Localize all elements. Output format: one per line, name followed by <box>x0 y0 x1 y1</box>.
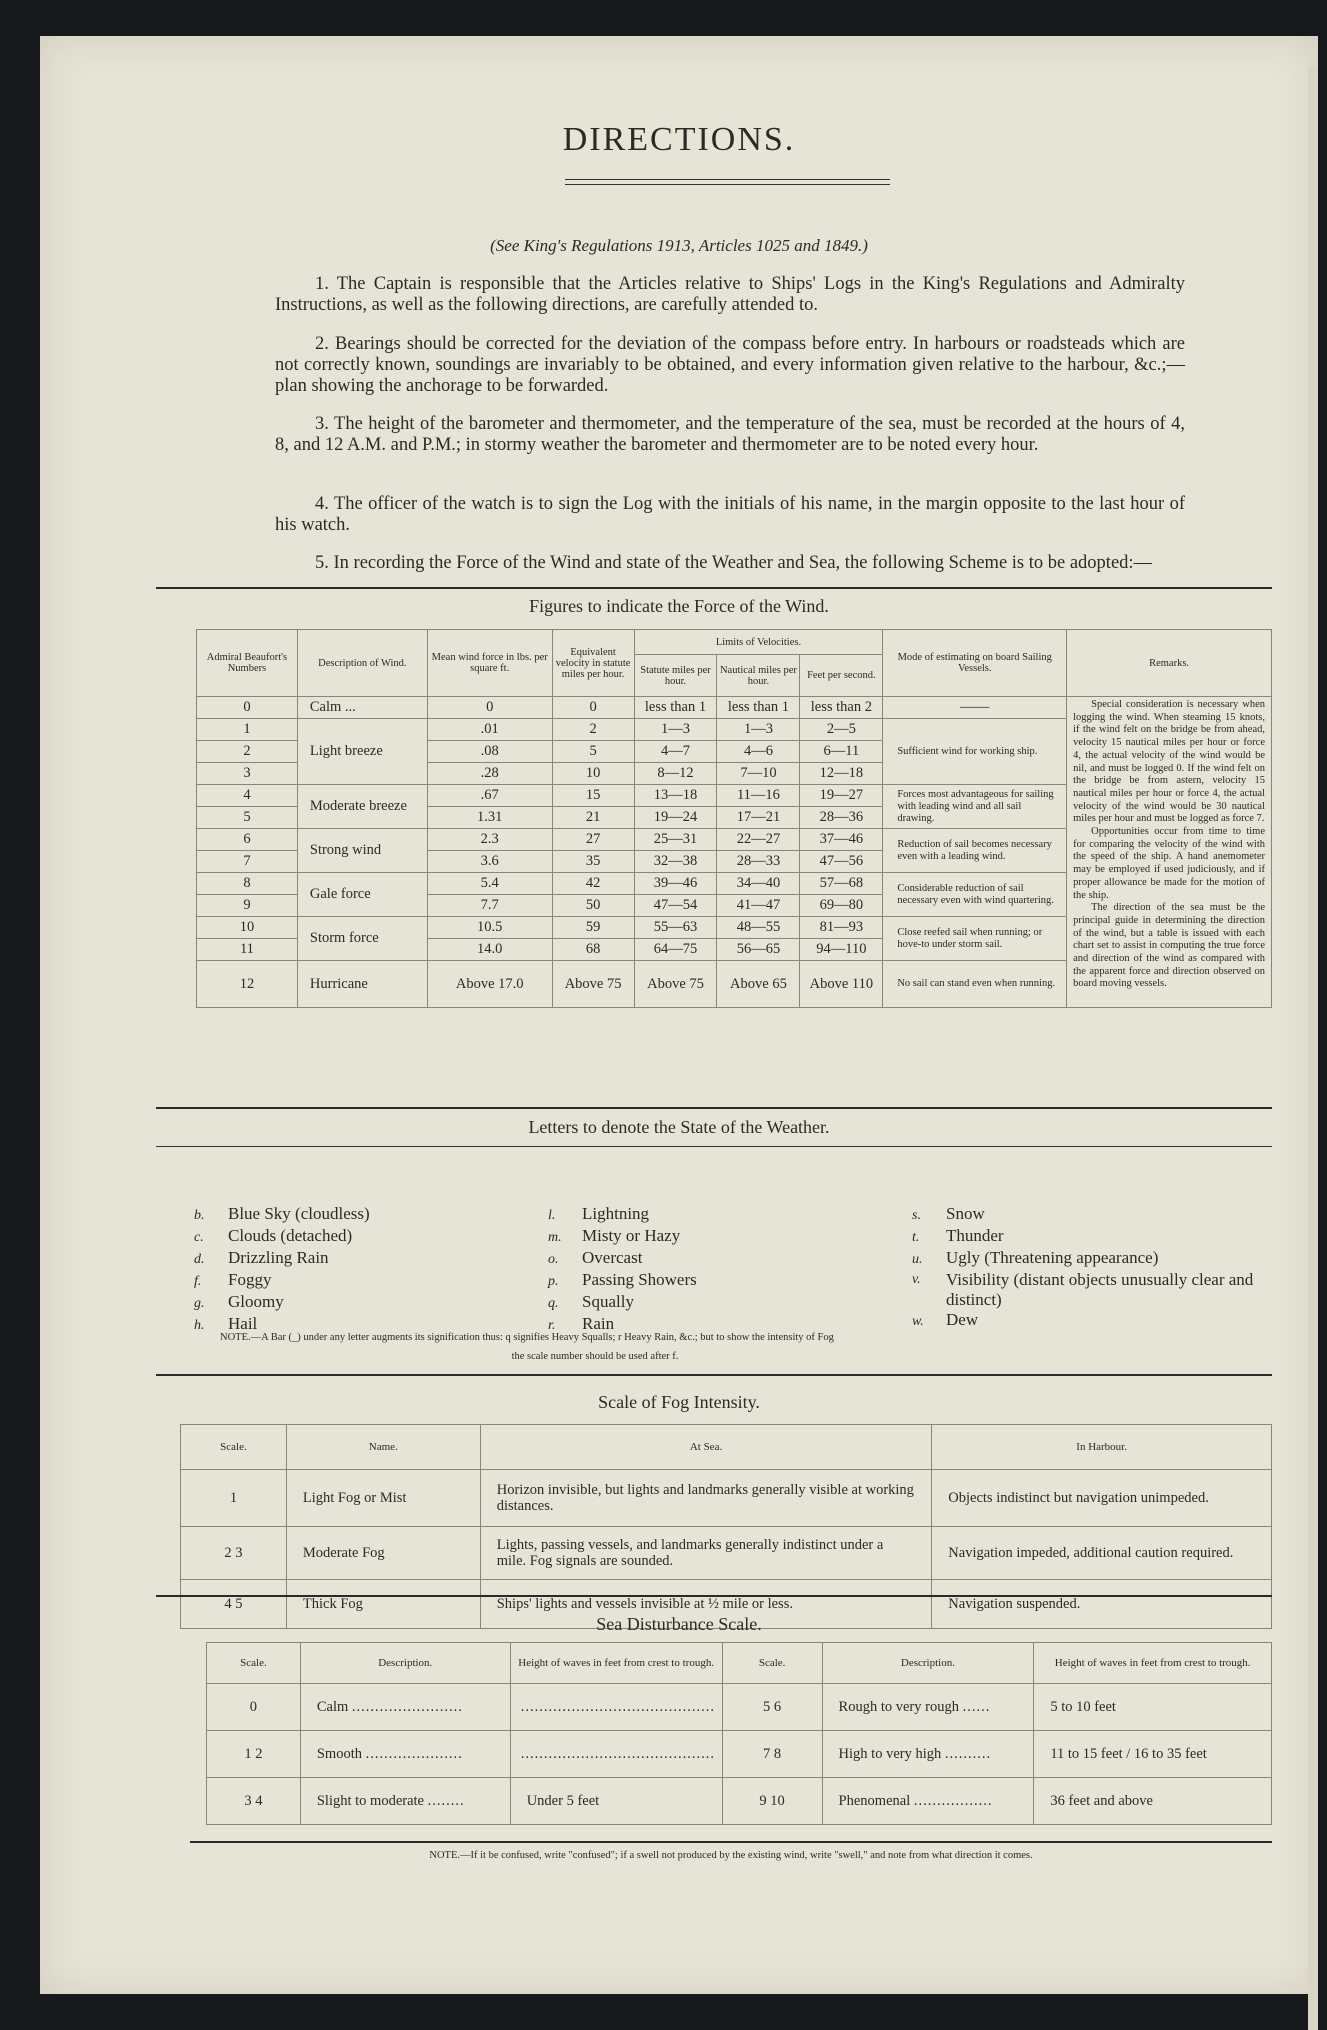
mode-cell: —— <box>883 697 1067 719</box>
beaufort-cell: 10 <box>197 917 298 939</box>
beaufort-cell: 9 <box>197 895 298 917</box>
remark-2: Opportunities occur from time to time for comparing the velocity of the wind with the speed of the ship. A hand anemometer may be employed if used judiciously, and if proper allowance be made for the motion of the ship. <box>1073 826 1265 901</box>
statute-cell: 25—31 <box>634 829 717 851</box>
wind-table-title: Figures to indicate the Force of the Wind. <box>529 596 829 616</box>
nautical-cell: 48—55 <box>717 917 800 939</box>
equiv-cell: 21 <box>552 807 634 829</box>
remark-1: Special consideration is necessary when logging the wind. When steaming 15 knots, if the wind felt on the bridge be from ahead, velocity 15 nautical miles per hour or force 4, the actual velocity of the wind would be nil, and must be logged 0. If the wind felt on the bridge be from astern, velocity 15 nautical miles per hour or force 4, the actual velocity of the wind would be 30 nautical miles per hour and must be logged as force 7. <box>1073 699 1265 825</box>
sea-note: NOTE.—If it be confused, write "confused"; if a swell not produced by the existing wind, write "swell," and note from what direction it comes. <box>429 1850 1033 1861</box>
nautical-cell: 34—40 <box>717 873 800 895</box>
list-item: f. Foggy <box>194 1270 272 1289</box>
remarks-cell <box>1067 697 1272 1008</box>
mode-cell: Close reefed sail when running; or hove-to under storm sail. <box>883 917 1067 961</box>
equiv-cell: Above 75 <box>552 961 634 1008</box>
list-item: s. Snow <box>912 1204 985 1223</box>
wind-table-bottom-rule <box>156 1107 1272 1109</box>
table-row <box>207 1684 1272 1731</box>
equiv-cell: 0 <box>552 697 634 719</box>
weather-note-line-1: NOTE.—A Bar (_) under any letter augments its signification thus: q signifies Heavy Squalls; r Heavy Rain, &c.; but to show the intensity of Fog <box>220 1332 834 1343</box>
sea-header-height-right: Height of waves in feet from crest to trough. <box>1034 1643 1272 1684</box>
equiv-cell: 5 <box>552 741 634 763</box>
table-row <box>207 1731 1272 1778</box>
fog-sea-cell: Lights, passing vessels, and landmarks generally indistinct under a mile. Fog signals are sounded. <box>480 1527 932 1580</box>
weather-column-1 <box>194 1204 370 1336</box>
weather-note <box>220 1328 1270 1366</box>
header-limits: Limits of Velocities. <box>634 630 883 655</box>
table-row <box>181 1527 1272 1580</box>
list-item: d. Drizzling Rain <box>194 1248 329 1267</box>
feet-cell: 94—110 <box>800 939 883 961</box>
mode-cell: Forces most advantageous for sailing with leading wind and all sail drawing. <box>883 785 1067 829</box>
paragraph-2: 2. Bearings should be corrected for the deviation of the compass before entry. In harbours or roadsteads which are not correctly known, soundings are invariably to be obtained, and every information given relative to the harbour, &c.;—plan showing the anchorage to be forwarded. <box>275 334 1185 396</box>
header-feet: Feet per second. <box>800 655 883 697</box>
feet-cell: 37—46 <box>800 829 883 851</box>
statute-cell: 47—54 <box>634 895 717 917</box>
fog-scale-cell: 4 5 <box>181 1580 287 1629</box>
sea-title: Sea Disturbance Scale. <box>596 1614 762 1634</box>
nautical-cell: 7—10 <box>717 763 800 785</box>
nautical-cell: 22—27 <box>717 829 800 851</box>
sea-scale-cell: 5 6 <box>722 1684 822 1731</box>
weather-title: Letters to denote the State of the Weather. <box>528 1117 830 1137</box>
equiv-cell: 35 <box>552 851 634 873</box>
list-item: t. Thunder <box>912 1226 1004 1245</box>
fog-harbour-cell: Objects indistinct but navigation unimpeded. <box>932 1470 1272 1527</box>
mode-cell: No sail can stand even when running. <box>883 961 1067 1008</box>
mode-cell: Sufficient wind for working ship. <box>883 719 1067 785</box>
paragraph-5: 5. In recording the Force of the Wind and state of the Weather and Sea, the following Scheme is to be adopted:— <box>315 553 1153 573</box>
force-cell: 0 <box>427 697 552 719</box>
sea-scale-cell: 9 10 <box>722 1778 822 1825</box>
fog-harbour-cell: Navigation impeded, additional caution required. <box>932 1527 1272 1580</box>
beaufort-cell: 3 <box>197 763 298 785</box>
nautical-cell: 17—21 <box>717 807 800 829</box>
header-nautical: Nautical miles per hour. <box>717 655 800 697</box>
paragraph-3: 3. The height of the barometer and thermometer, and the temperature of the sea, must be recorded at the hours of 4, 8, and 12 A.M. and P.M.; in stormy weather the barometer and thermometer are to be noted every hour. <box>275 414 1185 455</box>
equiv-cell: 15 <box>552 785 634 807</box>
description-cell: Calm ... <box>297 697 427 719</box>
fog-name-cell: Light Fog or Mist <box>286 1470 480 1527</box>
description-cell: Moderate breeze <box>297 785 427 829</box>
nautical-cell: 4—6 <box>717 741 800 763</box>
equiv-cell: 2 <box>552 719 634 741</box>
sea-scale-cell: 3 4 <box>207 1778 301 1825</box>
description-cell: Strong wind <box>297 829 427 873</box>
feet-cell: 19—27 <box>800 785 883 807</box>
force-cell: .01 <box>427 719 552 741</box>
beaufort-cell: 1 <box>197 719 298 741</box>
list-item: o. Overcast <box>548 1248 643 1267</box>
feet-cell: 81—93 <box>800 917 883 939</box>
fog-sea-cell: Ships' lights and vessels invisible at ½ mile or less. <box>480 1580 932 1629</box>
sea-scale-cell: 0 <box>207 1684 301 1731</box>
header-statute: Statute miles per hour. <box>634 655 717 697</box>
weather-rule <box>156 1146 1272 1147</box>
mode-cell: Considerable reduction of sail necessary even with wind quartering. <box>883 873 1067 917</box>
force-cell: 1.31 <box>427 807 552 829</box>
feet-cell: 28—36 <box>800 807 883 829</box>
fog-name-cell: Thick Fog <box>286 1580 480 1629</box>
title-rule <box>565 179 890 185</box>
nautical-cell: 1—3 <box>717 719 800 741</box>
statute-cell: 1—3 <box>634 719 717 741</box>
equiv-cell: 68 <box>552 939 634 961</box>
feet-cell: 2—5 <box>800 719 883 741</box>
list-item: h. Hail <box>194 1314 258 1333</box>
statute-cell: 55—63 <box>634 917 717 939</box>
fog-table <box>180 1424 1272 1629</box>
header-description: Description of Wind. <box>297 630 427 697</box>
sea-desc-cell: Rough to very rough ...... <box>822 1684 1034 1731</box>
force-cell: 5.4 <box>427 873 552 895</box>
sea-height-cell: .......................................... <box>510 1684 722 1731</box>
feet-cell: Above 110 <box>800 961 883 1008</box>
sea-header-height-left: Height of waves in feet from crest to trough. <box>510 1643 722 1684</box>
sea-scale-cell: 1 2 <box>207 1731 301 1778</box>
statute-cell: 32—38 <box>634 851 717 873</box>
list-item: v. Visibility (distant objects unusually clear and distinct) <box>912 1270 1254 1309</box>
weather-column-2 <box>548 1204 697 1336</box>
sea-desc-cell: Calm ........................ <box>300 1684 510 1731</box>
sea-height-cell: 5 to 10 feet <box>1034 1684 1272 1731</box>
list-item: b. Blue Sky (cloudless) <box>194 1204 370 1223</box>
fog-name-cell: Moderate Fog <box>286 1527 480 1580</box>
feet-cell: less than 2 <box>800 697 883 719</box>
beaufort-cell: 12 <box>197 961 298 1008</box>
force-cell: .28 <box>427 763 552 785</box>
sea-height-cell: .......................................... <box>510 1731 722 1778</box>
sea-height-cell: 36 feet and above <box>1034 1778 1272 1825</box>
beaufort-cell: 2 <box>197 741 298 763</box>
sea-header-scale-left: Scale. <box>207 1643 301 1684</box>
equiv-cell: 27 <box>552 829 634 851</box>
equiv-cell: 42 <box>552 873 634 895</box>
beaufort-cell: 8 <box>197 873 298 895</box>
force-cell: 10.5 <box>427 917 552 939</box>
page-edge <box>1308 66 1318 2030</box>
beaufort-cell: 4 <box>197 785 298 807</box>
header-force: Mean wind force in lbs. per square ft. <box>427 630 552 697</box>
fog-title: Scale of Fog Intensity. <box>598 1392 760 1412</box>
sea-desc-cell: Slight to moderate ........ <box>300 1778 510 1825</box>
force-cell: 14.0 <box>427 939 552 961</box>
statute-cell: 13—18 <box>634 785 717 807</box>
paragraph-4: 4. The officer of the watch is to sign the Log with the initials of his name, in the margin opposite to the last hour of his watch. <box>275 494 1185 535</box>
force-cell: .67 <box>427 785 552 807</box>
beaufort-cell: 0 <box>197 697 298 719</box>
fog-header-name: Name. <box>286 1425 480 1470</box>
list-item: g. Gloomy <box>194 1292 284 1311</box>
weather-note-line-2: the scale number should be used after f. <box>511 1351 679 1362</box>
statute-cell: 19—24 <box>634 807 717 829</box>
table-row <box>181 1470 1272 1527</box>
feet-cell: 12—18 <box>800 763 883 785</box>
force-cell: Above 17.0 <box>427 961 552 1008</box>
wind-force-table <box>196 629 1272 1008</box>
sea-desc-cell: Smooth ..................... <box>300 1731 510 1778</box>
list-item: p. Passing Showers <box>548 1270 697 1289</box>
beaufort-cell: 11 <box>197 939 298 961</box>
fog-header-harbour: In Harbour. <box>932 1425 1272 1470</box>
page-title: DIRECTIONS. <box>562 121 796 158</box>
mode-cell: Reduction of sail becomes necessary even with a leading wind. <box>883 829 1067 873</box>
header-remarks: Remarks. <box>1067 630 1272 697</box>
description-cell: Storm force <box>297 917 427 961</box>
nautical-cell: 11—16 <box>717 785 800 807</box>
nautical-cell: 41—47 <box>717 895 800 917</box>
sea-header-desc-right: Description. <box>822 1643 1034 1684</box>
sea-bottom-rule <box>190 1841 1272 1843</box>
feet-cell: 6—11 <box>800 741 883 763</box>
statute-cell: 39—46 <box>634 873 717 895</box>
list-item: q. Squally <box>548 1292 634 1311</box>
force-cell: 7.7 <box>427 895 552 917</box>
list-item: m. Misty or Hazy <box>548 1226 681 1245</box>
feet-cell: 69—80 <box>800 895 883 917</box>
sea-height-cell: 11 to 15 feet / 16 to 35 feet <box>1034 1731 1272 1778</box>
description-cell: Gale force <box>297 873 427 917</box>
fog-header-sea: At Sea. <box>480 1425 932 1470</box>
description-cell: Light breeze <box>297 719 427 785</box>
table-row <box>197 697 1272 719</box>
nautical-cell: 28—33 <box>717 851 800 873</box>
list-item: w. Dew <box>912 1310 979 1329</box>
description-cell: Hurricane <box>297 961 427 1008</box>
beaufort-cell: 5 <box>197 807 298 829</box>
statute-cell: 4—7 <box>634 741 717 763</box>
sea-section-rule <box>156 1595 1272 1597</box>
sea-header-scale-right: Scale. <box>722 1643 822 1684</box>
fog-harbour-cell: Navigation suspended. <box>932 1580 1272 1629</box>
beaufort-cell: 6 <box>197 829 298 851</box>
list-item: l. Lightning <box>548 1204 650 1223</box>
statute-cell: less than 1 <box>634 697 717 719</box>
header-beaufort: Admiral Beaufort's Numbers <box>197 630 298 697</box>
nautical-cell: less than 1 <box>717 697 800 719</box>
sea-scale-cell: 7 8 <box>722 1731 822 1778</box>
weather-column-3 <box>912 1204 1272 1332</box>
statute-cell: 64—75 <box>634 939 717 961</box>
force-cell: 2.3 <box>427 829 552 851</box>
page-sheet <box>40 36 1318 1994</box>
fog-section-rule <box>156 1374 1272 1376</box>
fog-sea-cell: Horizon invisible, but lights and landmarks generally visible at working distances. <box>480 1470 932 1527</box>
equiv-cell: 50 <box>552 895 634 917</box>
nautical-cell: Above 65 <box>717 961 800 1008</box>
feet-cell: 47—56 <box>800 851 883 873</box>
nautical-cell: 56—65 <box>717 939 800 961</box>
wind-section-rule <box>156 587 1272 589</box>
force-cell: 3.6 <box>427 851 552 873</box>
beaufort-cell: 7 <box>197 851 298 873</box>
equiv-cell: 59 <box>552 917 634 939</box>
feet-cell: 57—68 <box>800 873 883 895</box>
sea-desc-cell: Phenomenal ................. <box>822 1778 1034 1825</box>
list-item: u. Ugly (Threatening appearance) <box>912 1248 1159 1267</box>
equiv-cell: 10 <box>552 763 634 785</box>
statute-cell: 8—12 <box>634 763 717 785</box>
list-item: c. Clouds (detached) <box>194 1226 353 1245</box>
fog-scale-cell: 1 <box>181 1470 287 1527</box>
list-item: r. Rain <box>548 1314 615 1333</box>
table-row <box>207 1778 1272 1825</box>
fog-scale-cell: 2 3 <box>181 1527 287 1580</box>
remark-3: The direction of the sea must be the principal guide in determining the direction of the wind, but a table is issued with each chart set to assist in computing the true force and direction of the wind as compared with the apparent force and direction observed on board moving vessels. <box>1073 902 1265 990</box>
force-cell: .08 <box>427 741 552 763</box>
fog-header-scale: Scale. <box>181 1425 287 1470</box>
sea-desc-cell: High to very high .......... <box>822 1731 1034 1778</box>
paragraph-1: 1. The Captain is responsible that the Articles relative to Ships' Logs in the King's Regulations and Admiralty Instructions, as well as the following directions, are carefully attended to. <box>275 274 1185 315</box>
header-equivalent: Equivalent velocity in statute miles per hour. <box>552 630 634 697</box>
statute-cell: Above 75 <box>634 961 717 1008</box>
sea-table <box>206 1642 1272 1825</box>
header-mode: Mode of estimating on board Sailing Vessels. <box>883 630 1067 697</box>
sea-height-cell: Under 5 feet <box>510 1778 722 1825</box>
sea-header-desc-left: Description. <box>300 1643 510 1684</box>
subtitle: (See King's Regulations 1913, Articles 1025 and 1849.) <box>490 236 868 255</box>
